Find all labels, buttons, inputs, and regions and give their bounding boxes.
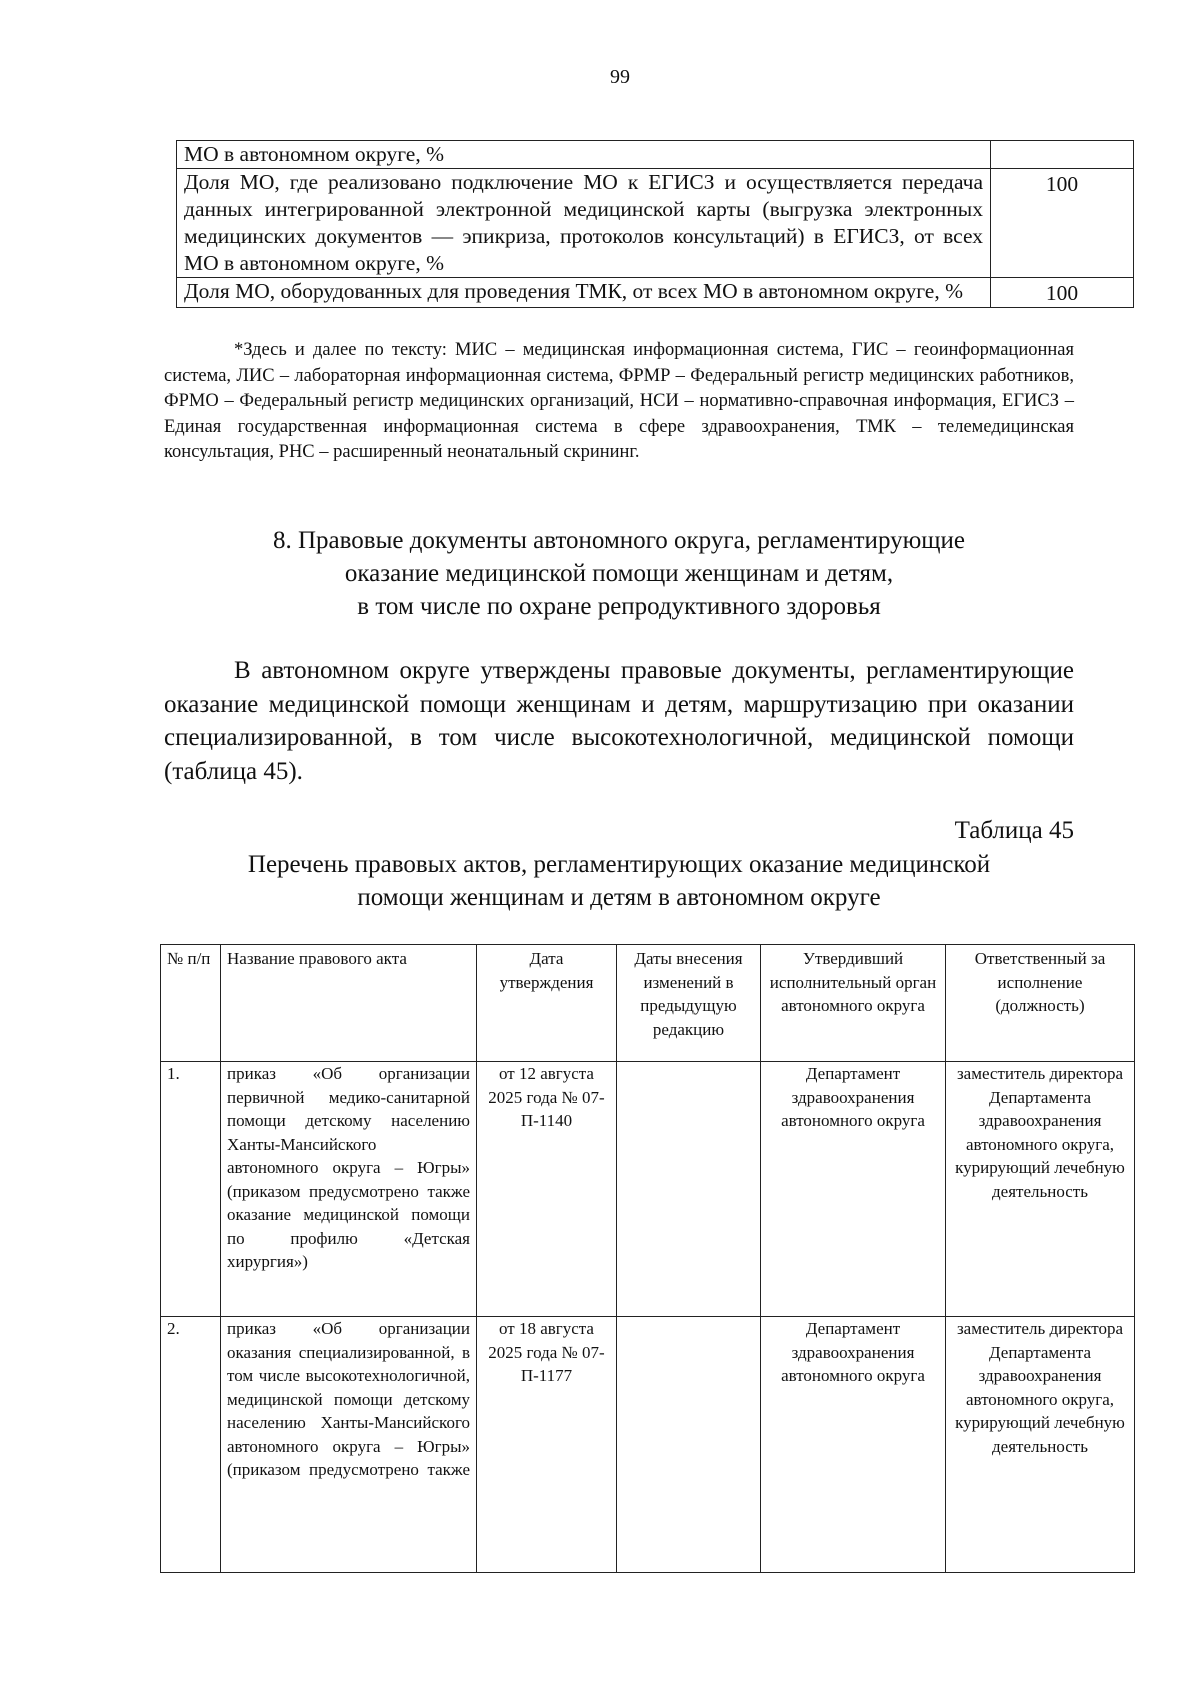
table-title xyxy=(164,848,1074,914)
header-approving-body: Утвердивший исполнительный орган автономного округа xyxy=(761,945,946,1062)
responsible-position: заместитель директора Департамента здравоохранения автономного округа, курирующий лечебную деятельность xyxy=(946,1062,1135,1317)
header-num: № п/п xyxy=(161,945,221,1062)
change-dates xyxy=(617,1317,761,1573)
table-title-line: Перечень правовых актов, регламентирующих оказание медицинской xyxy=(247,851,991,878)
table-row xyxy=(161,1062,1135,1317)
page-number: 99 xyxy=(610,66,630,88)
approving-body: Департамент здравоохранения автономного округа xyxy=(761,1062,946,1317)
indicators-table xyxy=(176,140,1134,308)
table-row xyxy=(177,169,1134,278)
table-label: Таблица 45 xyxy=(954,817,1074,844)
table-row xyxy=(177,278,1134,308)
section-title-line: в том числе по охране репродуктивного здоровья xyxy=(357,593,881,620)
row-num: 2. xyxy=(161,1317,221,1573)
responsible-position: заместитель директора Департамента здравоохранения автономного округа, курирующий лечебную деятельность xyxy=(946,1317,1135,1573)
section-title xyxy=(164,524,1074,623)
table-row xyxy=(177,141,1134,169)
indicator-description: Доля МО, оборудованных для проведения ТМК, от всех МО в автономном округе, % xyxy=(177,278,991,308)
header-act-name: Название правового акта xyxy=(221,945,477,1062)
indicator-description: МО в автономном округе, % xyxy=(177,141,991,169)
indicator-value: 100 xyxy=(991,278,1134,308)
abbreviations-footnote: *Здесь и далее по тексту: МИС – медицинская информационная система, ГИС – геоинформационная система, ЛИС – лабораторная информационная система, ФРМР – Федеральный регистр медицинских работников, ФРМО – Федеральный регистр медицинских организаций, НСИ – нормативно-справочная информация, ЕГИСЗ – Единая государственная информационная система в сфере здравоохранения, ТМК – телемедицинская консультация, РНС – расширенный неонатальный скрининг. xyxy=(164,340,1074,462)
row-num: 1. xyxy=(161,1062,221,1317)
legal-acts-table xyxy=(160,944,1135,1573)
section-paragraph: В автономном округе утверждены правовые документы, регламентирующие оказание медицинской помощи женщинам и детям, маршрутизацию при оказании специализированной, в том числе высокотехнологичной, медицинской помощи (таблица 45). xyxy=(164,657,1074,785)
act-name: приказ «Об организации первичной медико-санитарной помощи детскому населению Ханты-Мансийского автономного округа – Югры» (приказом предусмотрено также оказание медицинской помощи по профилю «Детская хирургия») xyxy=(221,1062,477,1317)
approval-date: от 12 августа 2025 года № 07-П-1140 xyxy=(477,1062,617,1317)
indicator-value xyxy=(991,141,1134,169)
header-responsible: Ответственный за исполнение (должность) xyxy=(946,945,1135,1062)
approving-body: Департамент здравоохранения автономного округа xyxy=(761,1317,946,1573)
change-dates xyxy=(617,1062,761,1317)
indicator-description: Доля МО, где реализовано подключение МО к ЕГИСЗ и осуществляется передача данных интегрированной электронной медицинской карты (выгрузка электронных медицинских документов — эпикриза, протоколов консультаций) в ЕГИСЗ, от всех МО в автономном округе, % xyxy=(177,169,991,278)
act-name: приказ «Об организации оказания специализированной, в том числе высокотехнологичной, медицинской помощи детскому населению Ханты-Мансийского автономного округа – Югры» (приказом предусмотрено также xyxy=(221,1317,477,1573)
section-title-line: 8. Правовые документы автономного округа, регламентирующие xyxy=(272,527,966,554)
header-approval-date: Дата утверждения xyxy=(477,945,617,1062)
section-title-line: оказание медицинской помощи женщинам и детям, xyxy=(344,560,894,587)
indicator-value: 100 xyxy=(991,169,1134,278)
approval-date: от 18 августа 2025 года № 07-П-1177 xyxy=(477,1317,617,1573)
header-change-dates: Даты внесения изменений в предыдущую редакцию xyxy=(617,945,761,1062)
table-title-line: помощи женщинам и детям в автономном округе xyxy=(357,884,881,911)
table-row xyxy=(161,1317,1135,1573)
table-header-row xyxy=(161,945,1135,1062)
